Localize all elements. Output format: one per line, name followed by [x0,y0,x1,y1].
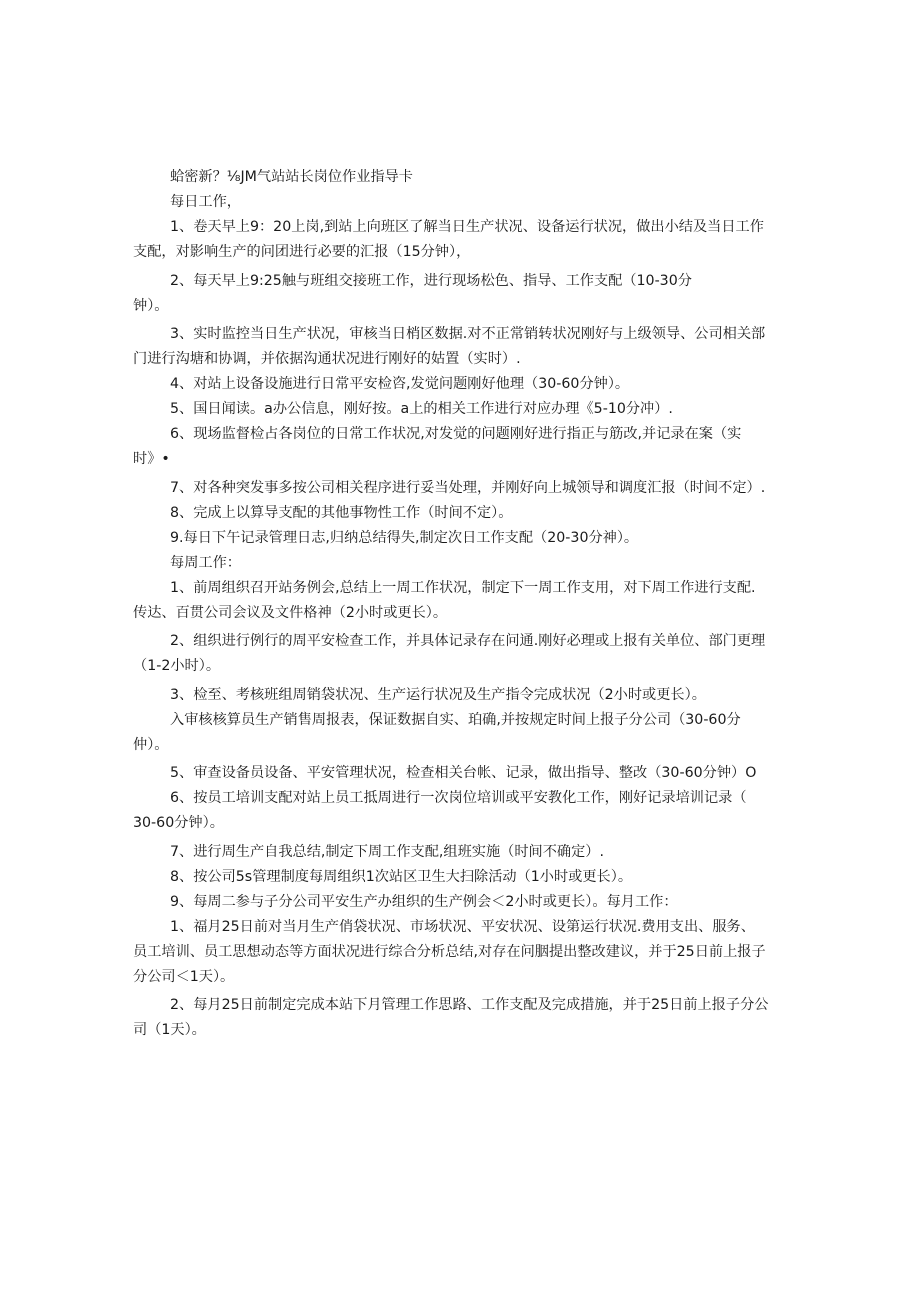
weekly-item-7: 7、进行周生产自我总结,制定下周工作支配,组班实施（时间不确定）. [170,843,604,860]
daily-item-3-line-2: 门进行沟塘和协调，并依据沟通状况进行刚好的姑置（实时）. [133,351,521,367]
document-title: 蛤密新？⅛JM气站站长岗位作业指导卡 [170,169,413,185]
weekly-item-9-and-monthly-heading: 9、每周二参与子分公司平安生产办组织的生产例会＜2小时或更长）。每月工作： [170,893,678,910]
section-heading-weekly: 每周工作： [170,554,241,571]
weekly-item-5: 5、审查设备员设备、平安管理状况，检查相关台帐、记录，做出指导、整改（30-60分钟）O [170,765,757,781]
monthly-item-2-line-2: 司（1天）。 [133,1022,206,1038]
daily-item-6-line-2: 时》• [133,451,170,467]
daily-item-5: 5、国日闻读。a办公信息，刚好按。a上的相关工作进行对应办理《5-10分冲）. [170,401,673,417]
daily-item-3-line-1: 3、实时监控当日生产状况，审核当日梢区数据.对不正常销转状况刚好与上级领导、公司相关部 [170,326,766,342]
daily-item-2-line-1: 2、每天早上9:25触与班组交接班工作，进行现场松色、指导、工作支配（10-30分 [170,272,692,289]
daily-item-6-line-1: 6、现场监督检占各岗位的日常工作状况,对发觉的问题刚好进行指正与筋改,并记录在案（实 [170,426,742,442]
weekly-item-8: 8、按公司5s管理制度每周组织1次站区卫生大扫除活动（1小时或更长）。 [170,868,633,885]
daily-item-1-line-2: 支配，对影响生产的问团进行必要的汇报（15分钟）， [133,244,471,260]
daily-item-1-line-1: 1、卷天早上9：20上岗,到站上向班区了解当日生产状况、设备运行状况，做出小结及当日工作 [170,219,764,235]
daily-item-4: 4、对站上设备设施进行日常平安检咨,发觉问题刚好他理（30-60分钟）。 [170,376,630,392]
monthly-item-1-line-1: 1、福月25日前对当月生产俏袋状况、市场状况、平安状况、设第运行状况.费用支出、服务、 [170,918,755,935]
weekly-item-6-line-1: 6、按员工培训支配对站上员工抵周进行一次岗位培训或平安教化工作，刚好记录培训记录（ [170,790,747,806]
weekly-item-4-line-2: 仲）。 [133,736,169,753]
weekly-item-6-line-2: 30-60分钟）。 [133,815,224,831]
weekly-item-1-line-1: 1、前周组织召开站务例会,总结上一周工作状况，制定下一周工作支用，对下周工作进行支配. [170,579,756,596]
weekly-item-4-line-1: 入审核核算员生产销售周报表，保证数据自实、珀确,并按规定时间上报子分公司（30-60分 [170,711,741,728]
monthly-item-1-line-2: 员工培训、员工思想动态等方面状况进行综合分析总结,对存在问胭提出整改建议，并于25日前上报子 [133,943,766,960]
document-body [133,165,793,1043]
section-heading-daily: 每日工作， [170,194,241,210]
weekly-item-3: 3、检至、考核班组周销袋状况、生产运行状况及生产指令完成状况（2小时或更长）。 [170,686,706,703]
monthly-item-1-line-3: 分公司＜1天）。 [133,968,235,985]
weekly-item-1-line-2: 传达、百贯公司会议及文件格神（2小时或更长）。 [133,604,448,621]
weekly-item-2-line-1: 2、组织进行例行的周平安检查工作，并具体记录存在问通.刚好必理或上报有关单位、部门更理 [170,633,766,649]
daily-item-2-line-2: 钟）。 [133,297,169,314]
weekly-item-2-line-2: （1-2小时）。 [133,658,221,674]
daily-item-8: 8、完成上以算导支配的其他事物性工作（时间不定）。 [170,504,513,521]
monthly-item-2-line-1: 2、每月25日前制定完成本站下月管理工作思路、工作支配及完成措施，并于25日前上报子分公 [170,997,769,1013]
daily-item-7: 7、对各种突发事多按公司相关程序进行妥当处理，并刚好向上城领导和调度汇报（时间不定）. [170,479,766,496]
daily-item-9: 9.每日下午记录管理日志,归纳总结得失,制定次日工作支配（20-30分神）。 [170,529,639,546]
